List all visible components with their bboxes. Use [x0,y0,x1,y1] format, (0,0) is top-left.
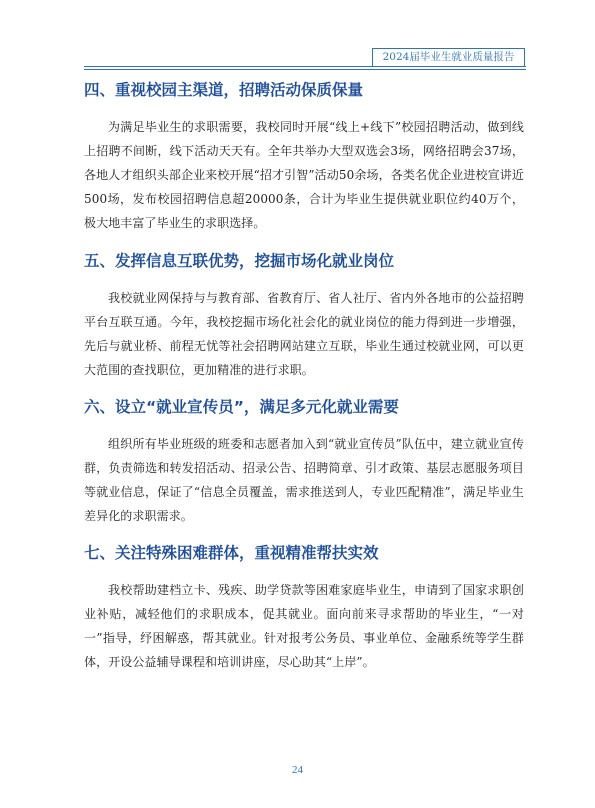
section-paragraph: 组织所有毕业班级的班委和志愿者加入到“就业宣传员”队伍中，建立就业宣传群，负责筛选和转发招活动、招录公告、招聘简章、引才政策、基层志愿服务项目等就业信息，保证了“信息全员覆盖，需求推送到人，专业匹配精准”，满足毕业生差异化的求职需求。 [84,437,524,523]
section-6 [84,396,524,528]
section-paragraph: 我校帮助建档立卡、残疾、助学贷款等困难家庭毕业生，申请到了国家求职创业补贴，减轻他们的求职成本，促其就业。面向前来寻求帮助的毕业生，“一对一”指导，纾困解惑，帮其就业。针对报考公务员、事业单位、金融系统等学生群体，开设公益辅导课程和培训讲座，尽心助其“上岸”。 [84,583,524,669]
section-paragraph: 为满足毕业生的求职需要，我校同时开展“线上+线下”校园招聘活动，做到线上招聘不间断，线下活动天天有。全年共举办大型双选会3场，网络招聘会37场，各地人才组织头部企业来校开展“招才引智”活动50余场，各类名优企业进校宣讲近500场，发布校园招聘信息超20000条，合计为毕业生提供就业职位约40万个，极大地丰富了毕业生的求职选择。 [84,120,524,230]
section-heading: 六、设立“就业宣传员”，满足多元化就业需要 [84,398,399,416]
section-4 [84,79,524,235]
section-5 [84,250,524,382]
section-heading: 四、重视校园主渠道，招聘活动保质保量 [84,81,364,99]
section-7 [84,542,524,674]
section-paragraph: 我校就业网保持与与教育部、省教育厅、省人社厅、省内外各地市的公益招聘平台互联互通。今年，我校挖掘市场化社会化的就业岗位的能力得到进一步增强，先后与就业桥、前程无忧等社会招聘网站建立互联，毕业生通过校就业网，可以更大范围的查找职位，更加精准的进行求职。 [84,291,524,377]
section-heading: 五、发挥信息互联优势，挖掘市场化就业岗位 [84,252,395,270]
header-rule-top [84,66,526,67]
header-rule-bottom [84,69,526,70]
header-report-title: 2024届毕业生就业质量报告 [372,48,525,66]
page-number: 24 [292,764,303,776]
section-heading: 七、关注特殊困难群体，重视精准帮扶实效 [84,544,379,562]
